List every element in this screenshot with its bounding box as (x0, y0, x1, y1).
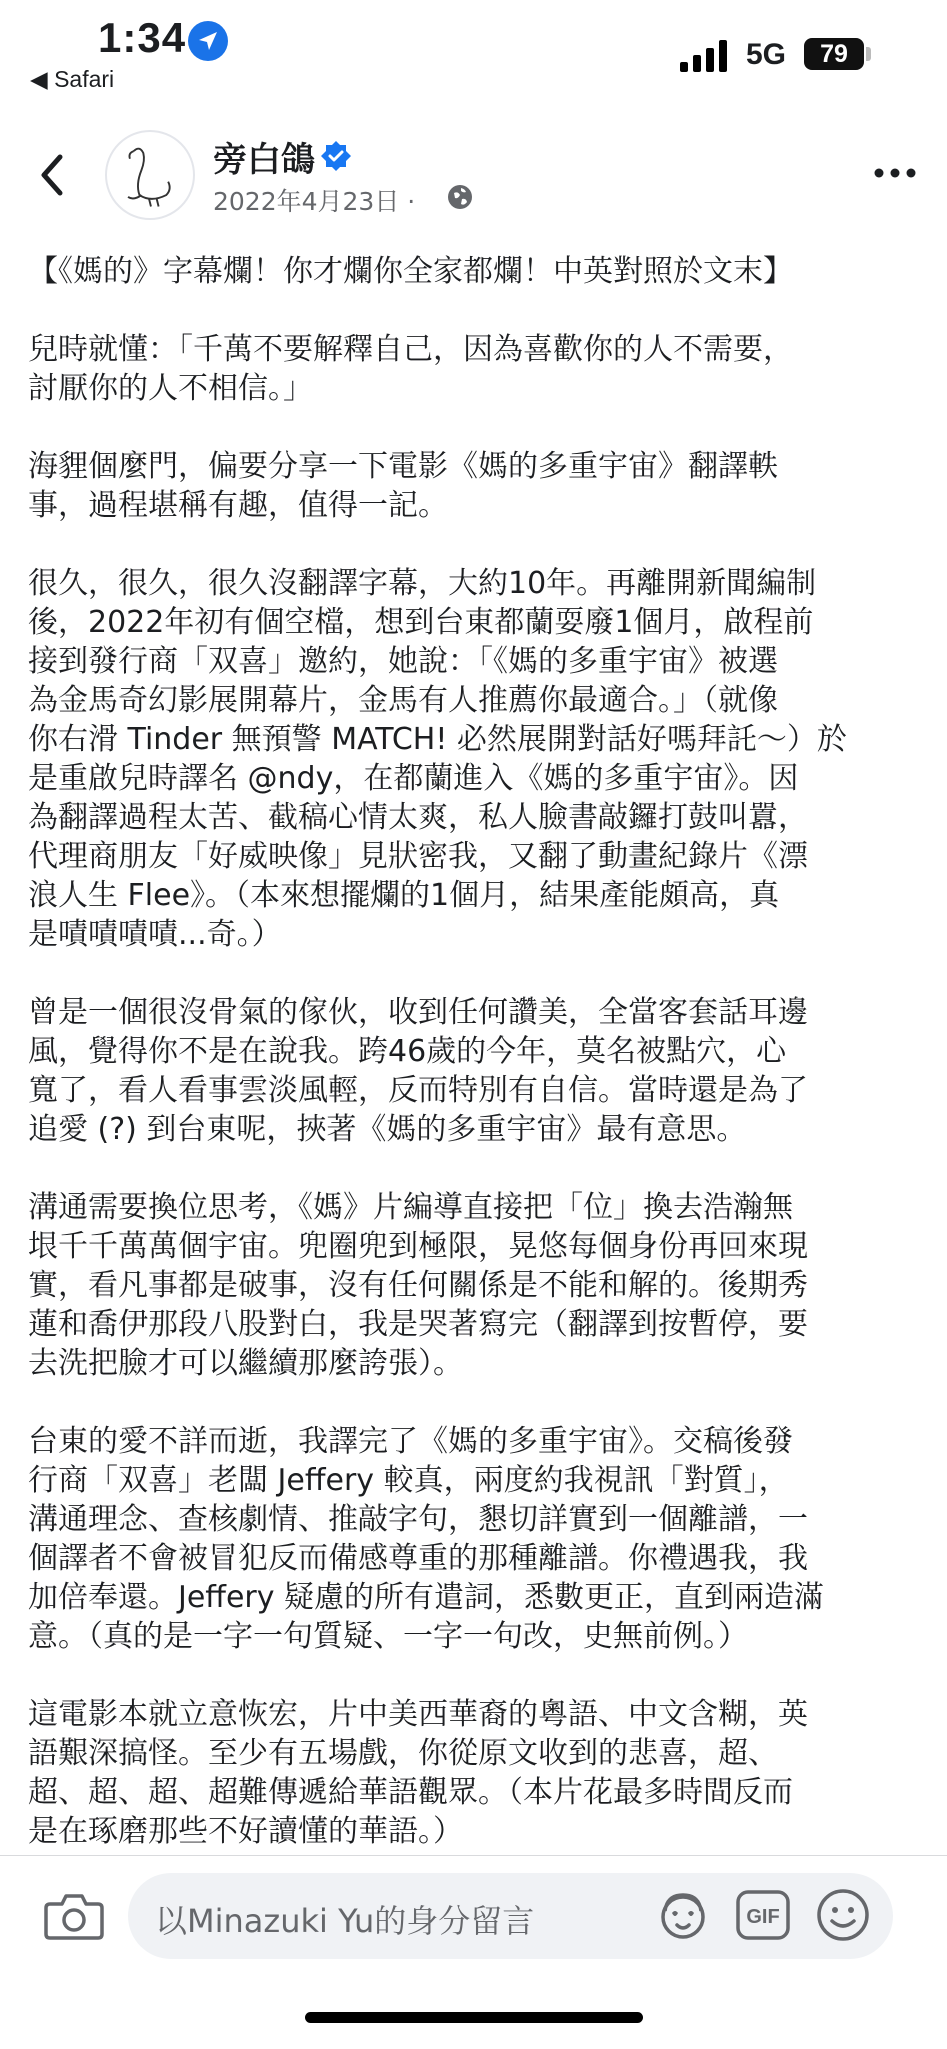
location-arrow-icon (187, 20, 229, 62)
post-body (28, 252, 928, 1852)
post-paragraph: 很久，很久，很久沒翻譯字幕，大約10年。再離開新聞編制 後，2022年初有個空檔，想到台東都蘭耍廢1個月，啟程前 接到發行商「双喜」邀約，她說：「《媽的多重宇宙》被選 為金馬奇幻影展開幕片，金馬有人推薦你最適合。」（就像 你右滑 Tinder 無預警 MATCH! 必然展開對話好嗎拜託～）於 是重啟兒時譯名 @ndy，在都蘭進入《媽的多重宇宙》。因 為翻譯過程太苦、截稿心情太爽，私人臉書敲鑼打鼓叫囂， 代理商朋友「好威映像」見狀密我，又翻了動畫紀錄片《漂 浪人生 Flee》。（本來想擺爛的1個月，結果產能頗高，真 是嘖嘖嘖嘖...奇。） (28, 566, 847, 952)
post-paragraph: 曾是一個很沒骨氣的傢伙，收到任何讚美，全當客套話耳邊 風，覺得你不是在說我。跨46歲的今年，莫名被點穴，心 寬了，看人看事雲淡風輕，反而特別有自信。當時還是為了 追愛 (?) 到台東呢，挾著《媽的多重宇宙》最有意思。 (28, 995, 808, 1147)
post-paragraph: 台東的愛不詳而逝，我譯完了《媽的多重宇宙》。交稿後發 行商「双喜」老闆 Jeffery 較真，兩度約我視訊「對質」， 溝通理念、查核劇情、推敲字句，懇切詳實到一個離譜，一 個譯者不會被冒犯反而備感尊重的那種離譜。你禮遇我，我 加倍奉還。Jeffery 疑慮的所有遣詞，悉數更正，直到兩造滿 意。（真的是一字一句質疑、一字一句改，史無前例。） (28, 1424, 825, 1654)
status-bar (0, 0, 947, 100)
gif-icon[interactable] (735, 1889, 791, 1941)
comment-placeholder: 以Minazuki Yu的身分留言 (155, 1902, 535, 1940)
signal-strength-icon (680, 40, 732, 72)
gif-label: GIF (746, 1906, 780, 1928)
post-paragraph: 兒時就懂：「千萬不要解釋自己，因為喜歡你的人不需要， 討厭你的人不相信。」 (28, 332, 793, 406)
home-indicator[interactable] (305, 2012, 643, 2023)
emoji-icon[interactable] (815, 1887, 871, 1943)
battery-nub (866, 47, 871, 61)
status-time: 1:34 (98, 14, 187, 61)
post-paragraph: 海貍個麼門，偏要分享一下電影《媽的多重宇宙》翻譯軼 事，過程堪稱有趣，值得一記。 (28, 449, 778, 523)
globe-icon (446, 183, 474, 211)
network-type: 5G (746, 38, 787, 71)
more-options-icon[interactable] (870, 158, 920, 188)
back-arrow-icon[interactable] (28, 145, 78, 205)
bird-logo-icon (107, 132, 193, 218)
post-date[interactable]: 2022年4月23日 · (213, 187, 416, 216)
verified-badge-icon (320, 140, 352, 172)
avatar-sticker-icon[interactable] (655, 1887, 711, 1943)
page-name[interactable]: 旁白鴿 (213, 140, 315, 180)
battery-level: 79 (804, 38, 864, 70)
back-to-app-link[interactable]: ◀ Safari (30, 66, 115, 92)
post-paragraph: 這電影本就立意恢宏，片中美西華裔的粵語、中文含糊，英 語艱深搞怪。至少有五場戲，你從原文收到的悲喜，超、 超、超、超、超難傳遞給華語觀眾。（本片花最多時間反而 是在琢磨那些不好讀懂的華語。） (28, 1697, 808, 1849)
post-paragraph: 溝通需要換位思考，《媽》片編導直接把「位」換去浩瀚無 垠千千萬萬個宇宙。兜圈兜到極限，晃悠每個身份再回來現 實，看凡事都是破事，沒有任何關係是不能和解的。後期秀 蓮和喬伊那段八股對白，我是哭著寫完（翻譯到按暫停，要 去洗把臉才可以繼續那麼誇張）。 (28, 1190, 808, 1381)
camera-icon[interactable] (44, 1890, 104, 1942)
post-paragraph-title: 【《媽的》字幕爛！你才爛你全家都爛！中英對照於文末】 (28, 254, 793, 289)
page-avatar[interactable] (105, 130, 195, 220)
